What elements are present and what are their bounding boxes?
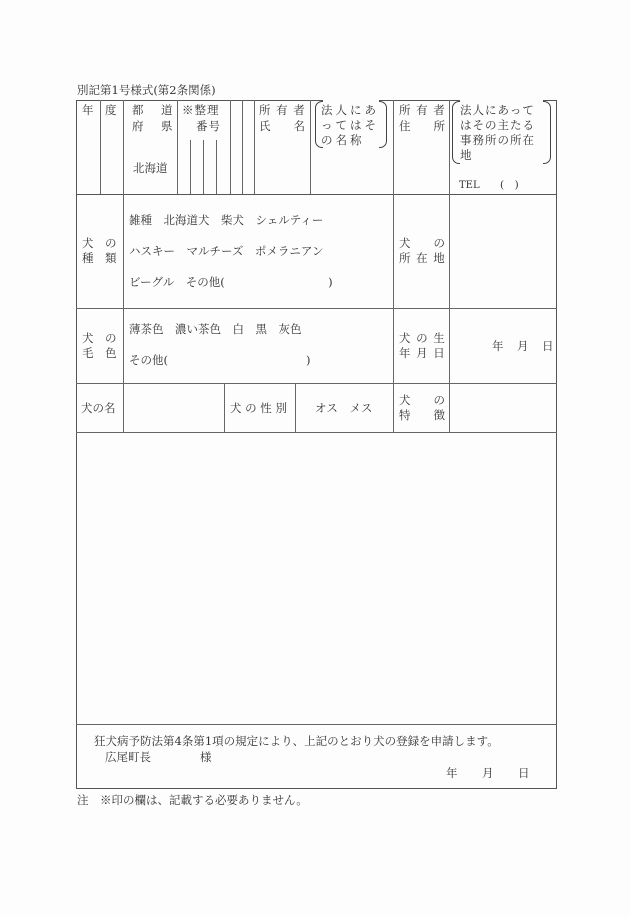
- birth-date-label-2: 年 月 日: [399, 346, 446, 360]
- coat-label-1: 犬 の: [82, 331, 117, 345]
- breed-option-line-1[interactable]: 雑種 北海道犬 柴犬 シェルティー: [129, 213, 324, 227]
- application-date-month[interactable]: 月: [482, 766, 494, 780]
- corp-name-note-3: の名称: [321, 133, 365, 147]
- fiscal-label: 度: [105, 103, 117, 117]
- dog-location-label-2: 所 在 地: [399, 251, 446, 265]
- owner-addr-label-2: 住 所: [399, 119, 445, 133]
- coat-option-line-2[interactable]: その他( ): [129, 353, 311, 367]
- corp-office-note-2: はその主たる: [460, 118, 535, 132]
- owner-name-label-1: 所 有 者: [259, 103, 306, 117]
- application-date-year[interactable]: 年: [446, 766, 458, 780]
- declaration-text: 狂犬病予防法第4条第1項の規定により、上記のとおり犬の登録を申請します。: [94, 734, 499, 748]
- reg-no-label-2: 番号: [196, 119, 221, 133]
- dog-sex-options[interactable]: オス メス: [315, 401, 373, 415]
- prefecture-label-2: 府 県: [132, 119, 176, 133]
- corp-name-note-2: ってはそ: [321, 118, 379, 132]
- year-label: 年: [82, 103, 94, 117]
- dog-features-field[interactable]: [450, 384, 556, 432]
- prefecture-value: 北海道: [133, 161, 168, 175]
- dog-location-field[interactable]: [450, 195, 556, 308]
- corp-name-note-1: 法人にあ: [321, 103, 379, 117]
- application-date-day[interactable]: 日: [518, 766, 530, 780]
- blank-area: [77, 433, 556, 724]
- owner-addr-label-1: 所 有 者: [399, 103, 446, 117]
- tel-label: TEL: [459, 180, 480, 191]
- birth-date-label-1: 犬 の 生: [399, 331, 446, 345]
- dog-features-label-2: 特 徴: [399, 408, 445, 422]
- dog-location-label-1: 犬 の: [399, 236, 445, 250]
- breed-option-line-3[interactable]: ビーグル その他( ): [129, 275, 333, 289]
- addressee-honorific: 様: [200, 750, 212, 764]
- coat-option-line-1[interactable]: 薄茶色 濃い茶色 白 黒 灰色: [129, 322, 302, 336]
- corp-office-note-1: 法人にあって: [460, 103, 535, 117]
- tel-paren: ( ): [500, 179, 519, 191]
- breed-label-1: 犬 の: [82, 236, 117, 250]
- dog-features-label-1: 犬 の: [399, 393, 445, 407]
- dog-sex-label: 犬 の 性 別: [230, 401, 287, 415]
- corp-office-note-3: 事務所の所在: [460, 133, 535, 147]
- footnote: 注 ※印の欄は、記載する必要ありません。: [77, 793, 308, 807]
- birth-date-field[interactable]: 年 月 日: [492, 339, 555, 353]
- dog-name-field[interactable]: [124, 384, 224, 432]
- prefecture-label-1: 都 道: [132, 103, 176, 117]
- dog-name-label: 犬の名: [81, 401, 116, 415]
- breed-option-line-2[interactable]: ハスキー マルチーズ ポメラニアン: [129, 244, 324, 258]
- owner-name-label-2: 氏 名: [259, 119, 305, 133]
- coat-label-2: 毛 色: [82, 346, 117, 360]
- breed-label-2: 種 類: [82, 251, 117, 265]
- reg-no-label-1: ※整理: [182, 103, 220, 117]
- form-title: 別記第1号様式(第2条関係): [77, 83, 216, 97]
- corp-office-note-4: 地: [460, 148, 472, 162]
- addressee: 広尾町長: [105, 750, 151, 764]
